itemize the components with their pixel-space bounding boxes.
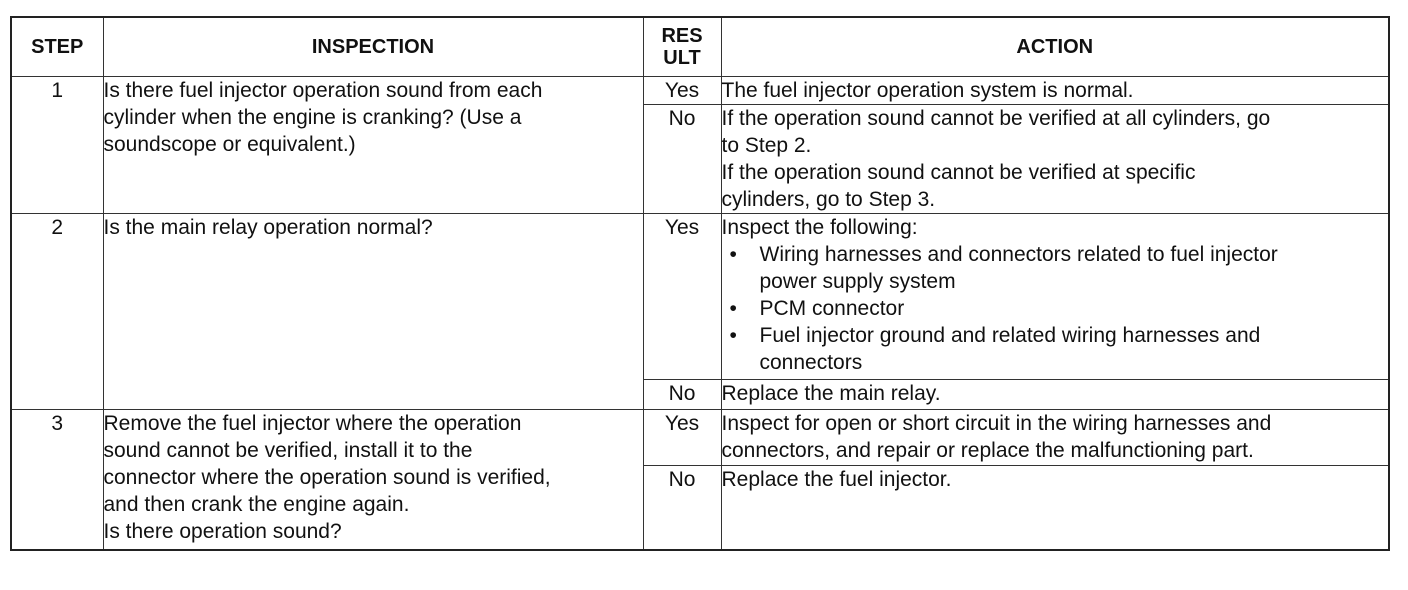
diagnostic-table	[10, 16, 1390, 551]
header-action: ACTION	[721, 17, 1389, 77]
header-result-line2: ULT	[663, 47, 701, 69]
table-row	[11, 214, 1389, 380]
inspection-line: Is there fuel injector operation sound from each	[103, 79, 543, 102]
action-line: If the operation sound cannot be verified at all cylinders, go	[721, 107, 1271, 130]
inspection-cell	[103, 410, 643, 550]
action-line: connectors, and repair or replace the malfunctioning part.	[721, 439, 1254, 462]
action-cell	[721, 380, 1389, 410]
header-result-line1: RES	[661, 25, 703, 47]
step-number: 1	[11, 77, 103, 214]
result-cell: No	[643, 105, 721, 214]
step-number: 3	[11, 410, 103, 550]
header-inspection: INSPECTION	[103, 17, 643, 77]
action-line: Replace the fuel injector.	[721, 468, 952, 491]
bullet-item	[760, 322, 1389, 376]
result-cell: Yes	[643, 77, 721, 105]
action-line: Replace the main relay.	[721, 382, 941, 405]
inspection-cell	[103, 77, 643, 214]
header-step: STEP	[11, 17, 103, 77]
result-cell: No	[643, 466, 721, 550]
step-number: 2	[11, 214, 103, 410]
bullet-line: connectors	[759, 351, 863, 374]
bullet-line: • Fuel injector ground and related wiring harnesses and	[759, 324, 1261, 347]
inspection-line: soundscope or equivalent.)	[103, 133, 356, 156]
header-row	[11, 17, 1389, 77]
header-result	[643, 17, 721, 77]
inspection-line: Remove the fuel injector where the operation	[103, 412, 522, 435]
action-cell	[721, 466, 1389, 550]
result-cell: Yes	[643, 214, 721, 380]
action-line: Inspect for open or short circuit in the wiring harnesses and	[721, 412, 1272, 435]
inspection-line: Is there operation sound?	[103, 520, 342, 543]
bullet-list	[722, 241, 1389, 376]
table-row	[11, 410, 1389, 466]
inspection-cell	[103, 214, 643, 410]
result-cell: No	[643, 380, 721, 410]
inspection-line: sound cannot be verified, install it to the	[103, 439, 473, 462]
bullet-line: • PCM connector	[759, 297, 905, 320]
inspection-line: cylinder when the engine is cranking? (Use a	[103, 106, 522, 129]
action-intro: Inspect the following:	[721, 216, 918, 239]
bullet-line: power supply system	[759, 270, 956, 293]
action-cell	[721, 214, 1389, 380]
action-line: If the operation sound cannot be verified at specific	[721, 161, 1196, 184]
action-line: to Step 2.	[721, 134, 812, 157]
action-cell	[721, 77, 1389, 105]
result-cell: Yes	[643, 410, 721, 466]
bullet-item	[760, 241, 1389, 295]
inspection-line: connector where the operation sound is verified,	[103, 466, 551, 489]
inspection-line: Is the main relay operation normal?	[103, 216, 433, 239]
table-row	[11, 77, 1389, 105]
inspection-line: and then crank the engine again.	[103, 493, 410, 516]
bullet-item	[760, 295, 1389, 322]
bullet-line: • Wiring harnesses and connectors related to fuel injector	[759, 243, 1278, 266]
action-line: The fuel injector operation system is normal.	[721, 79, 1134, 102]
action-cell	[721, 105, 1389, 214]
action-cell	[721, 410, 1389, 466]
action-line: cylinders, go to Step 3.	[721, 188, 936, 211]
